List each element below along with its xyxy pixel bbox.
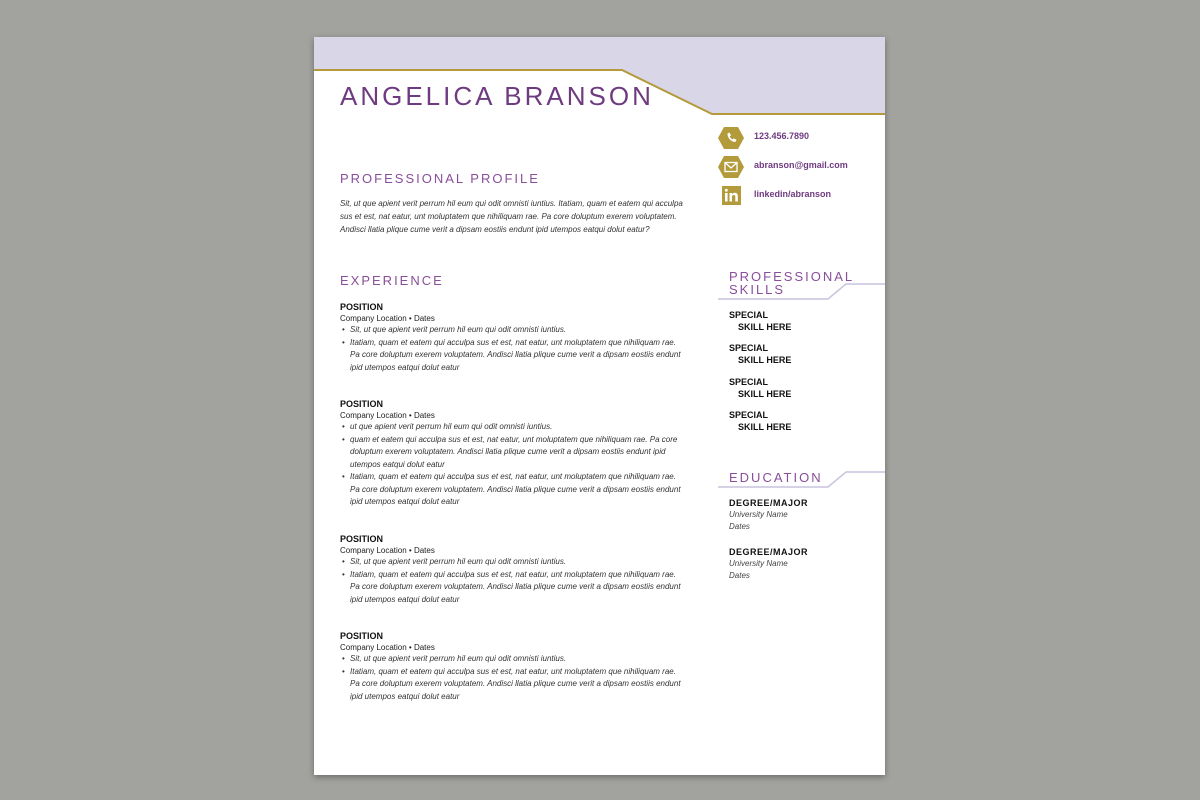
education-divider: [718, 469, 885, 489]
bullet-item: • Sit, ut que apient verit perrum hil eum qui odit omnisti iuntius.: [350, 653, 685, 666]
position-subtitle: Company Location • Dates: [340, 411, 435, 420]
email-text: abranson@gmail.com: [754, 160, 848, 170]
phone-text: 123.456.7890: [754, 131, 810, 141]
linkedin-text: linkedin/abranson: [754, 189, 832, 199]
skill-line1: SPECIAL: [729, 343, 769, 353]
profile-title: PROFESSIONAL PROFILE: [340, 171, 540, 186]
skill-line1: SPECIAL: [729, 410, 769, 420]
bullet-item: • quam et eatem qui acculpa sus et est, nat eatur, unt moluptatem que nihiliquam rae. Pa core doluptum exerem voluptatem. Andisci llatia plique cume verit a dipsam eostiis endunt ipid utempos eatqui dolut eatur: [350, 434, 685, 472]
skill-line1: SPECIAL: [729, 377, 769, 387]
position-title: POSITION: [340, 302, 384, 312]
skill-item: [729, 410, 791, 433]
bullet-item: • Itatiam, quam et eatem qui acculpa sus et est, nat eatur, unt moluptatem que nihiliquam rae. Pa core doluptum exerem voluptatem. Andisci llatia plique cume verit a dipsam eostiis endunt ipid utempos eatqui dolut eatur: [350, 666, 685, 704]
bullet-item: • Itatiam, quam et eatem qui acculpa sus et est, nat eatur, unt moluptatem que nihiliquam rae. Pa core doluptum exerem voluptatem. Andisci llatia plique cume verit a dipsam eostiis endunt ipid utempos eatqui dolut eatur: [350, 569, 685, 607]
skill-item: [729, 343, 791, 366]
bullet-item: • Itatiam, quam et eatem qui acculpa sus et est, nat eatur, unt moluptatem que nihiliquam rae. Pa core doluptum exerem voluptatem. Andisci llatia plique cume verit a dipsam eostiis endunt ipid utempos eatqui dolut eatur: [350, 337, 685, 375]
candidate-name: ANGELICA BRANSON: [340, 81, 654, 111]
position-title: POSITION: [340, 534, 384, 544]
experience-entry: [340, 398, 685, 509]
skill-item: [729, 310, 791, 333]
skill-item: [729, 377, 791, 400]
education-title: EDUCATION: [729, 470, 823, 485]
bullet-item: • Itatiam, quam et eatem qui acculpa sus et est, nat eatur, unt moluptatem que nihiliquam rae. Pa core doluptum exerem voluptatem. Andisci llatia plique cume verit a dipsam eostiis endunt ipid utempos eatqui dolut eatur: [350, 471, 685, 509]
position-title: POSITION: [340, 631, 384, 641]
bullet-item: • Sit, ut que apient verit perrum hil eum qui odit omnisti iuntius.: [350, 324, 685, 337]
education-entry: [729, 497, 808, 533]
resume-page: [314, 37, 885, 775]
university: University Name: [729, 510, 788, 519]
education-dates: Dates: [729, 522, 750, 531]
position-subtitle: Company Location • Dates: [340, 314, 435, 323]
skill-line2: SKILL HERE: [738, 388, 792, 399]
experience-entry: [340, 533, 685, 606]
position-subtitle: Company Location • Dates: [340, 643, 435, 652]
position-title: POSITION: [340, 399, 384, 409]
skills-title-line1: PROFESSIONAL: [729, 269, 855, 284]
skill-line1: SPECIAL: [729, 310, 769, 320]
bullet-item: • ut que apient verit perrum hil eum qui odit omnisti iuntius.: [350, 421, 685, 434]
degree: DEGREE/MAJOR: [729, 547, 809, 557]
skills-title-line2: SKILLS: [729, 282, 786, 297]
bullet-item: • Sit, ut que apient verit perrum hil eum qui odit omnisti iuntius.: [350, 556, 685, 569]
phone-icon: [718, 127, 744, 149]
university: University Name: [729, 559, 788, 568]
education-dates: Dates: [729, 571, 750, 580]
skill-line2: SKILL HERE: [738, 321, 792, 332]
position-subtitle: Company Location • Dates: [340, 546, 435, 555]
linkedin-icon: [718, 185, 744, 207]
skill-line2: SKILL HERE: [738, 421, 792, 432]
education-entry: [729, 546, 808, 582]
email-icon: [718, 156, 744, 178]
skill-line2: SKILL HERE: [738, 354, 792, 365]
experience-entry: [340, 630, 685, 703]
skills-divider: [718, 281, 885, 301]
profile-text: Sit, ut que apient verit perrum hil eum qui odit omnisti iuntius. Itatiam, quam et eatem qui acculpa sus et est, nat eatur, unt moluptatem que nihiliquam rae. Pa core doluptum exerem voluptatem. Andisci llatia plique cume verit a dipsam eostiis endunt ipid utempos eatqui dolut eatur?: [340, 199, 683, 234]
experience-entry: [340, 301, 685, 374]
degree: DEGREE/MAJOR: [729, 498, 809, 508]
experience-title: EXPERIENCE: [340, 273, 444, 288]
